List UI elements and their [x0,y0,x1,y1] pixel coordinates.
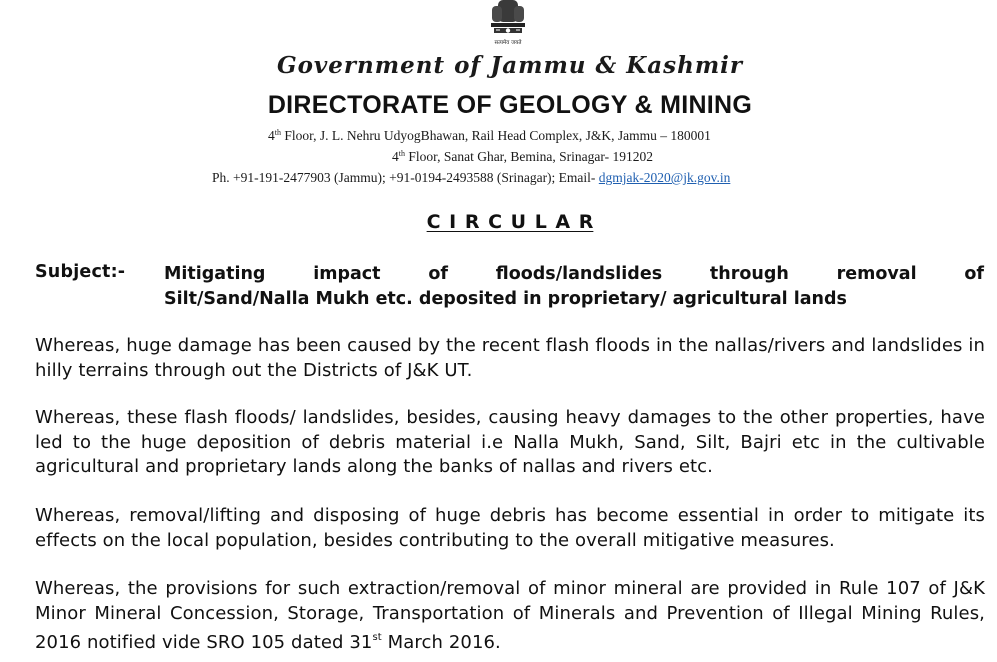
directorate-title: DIRECTORATE OF GEOLOGY & MINING [267,91,753,119]
paragraph-3: Whereas, removal/lifting and disposing of huge debris has become essential in order to mitigate its effects on the local population, besides contributing to the overall mitigative measures. [35,505,985,551]
contact-line [212,170,730,186]
government-title: Government of Jammu & Kashmir [276,52,744,79]
email-link[interactable]: dgmjak-2020@jk.gov.in [598,170,731,185]
paragraph-4: Whereas, the provisions for such extraction/removal of minor mineral are provided in Rule 107 of J&K Minor Mineral Concession, Storage, Transportation of Minerals and Prevention of Illegal Mining Rules, 2016 notified vide SRO 105 dated 31st March 2016. [35,578,985,653]
subject-label: Subject:- [35,262,126,282]
address-srinagar: 4th Floor, Sanat Ghar, Bemina, Srinagar- 191202 [392,149,653,164]
state-emblem-icon [478,0,538,50]
phone-numbers: Ph. +91-191-2477903 (Jammu); +91-0194-2493588 (Srinagar); Email- [212,170,599,185]
paragraph-1: Whereas, huge damage has been caused by the recent flash floods in the nallas/rivers and landslides in hilly terrains through out the Districts of J&K UT. [35,335,985,381]
emblem-motto: सत्यमेव जयते [494,40,522,46]
subject-line-2: Silt/Sand/Nalla Mukh etc. deposited in proprietary/ agricultural lands [164,289,847,309]
subject-line-1: Mitigating impact of floods/landslides through removal of [164,264,984,284]
circular-heading: C I R C U L A R [426,211,594,233]
subject-text [164,262,984,312]
paragraph-2: Whereas, these flash floods/ landslides, besides, causing heavy damages to the other properties, have led to the huge deposition of debris material i.e Nalla Mukh, Sand, Silt, Bajri etc in the cultivable agricultural and proprietary lands along the banks of nallas and rivers etc. [35,407,985,477]
address-jammu: 4th Floor, J. L. Nehru UdyogBhawan, Rail Head Complex, J&K, Jammu – 180001 [268,128,711,143]
